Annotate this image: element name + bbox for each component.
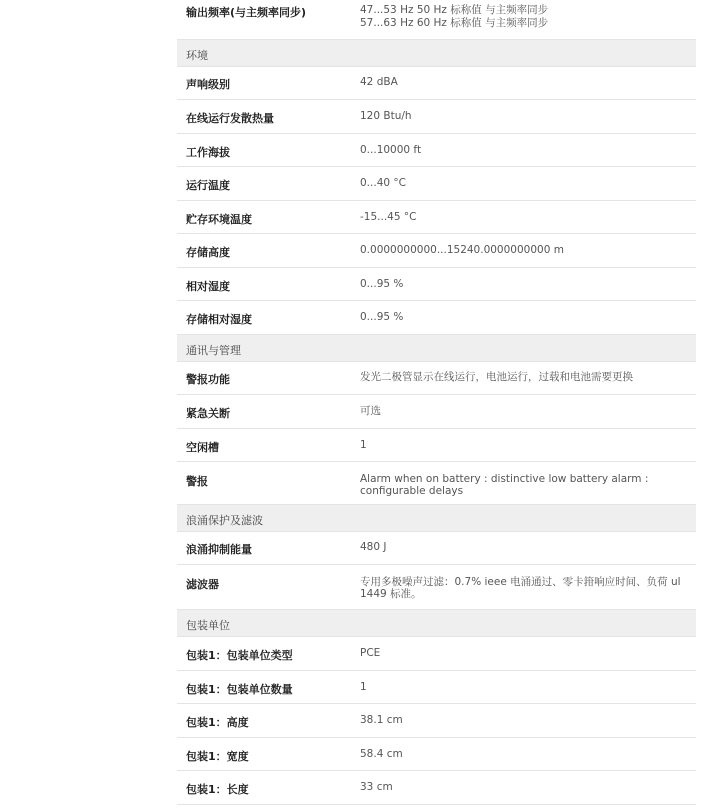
spec-row	[177, 738, 696, 771]
spec-row	[177, 462, 696, 505]
spec-row	[177, 671, 696, 704]
section-title: 浪涌保护及滤波	[186, 514, 263, 527]
spec-value: 0...95 %	[360, 278, 404, 290]
spec-value: 专用多极噪声过滤：0.7% ieee 电涌通过、零卡箝响应时间、负荷 ul 1449 标准。	[360, 576, 681, 600]
spec-value: 57...63 Hz 60 Hz 标称值 与主频率同步	[360, 17, 549, 29]
spec-label: 紧急关断	[186, 407, 230, 420]
spec-label: 在线运行发散热量	[186, 112, 274, 125]
spec-value: 0.0000000000...15240.0000000000 m	[360, 244, 564, 256]
spec-value: 33 cm	[360, 781, 393, 793]
spec-value: 480 J	[360, 541, 387, 553]
spec-label: 空闲槽	[186, 441, 219, 454]
spec-label: 运行温度	[186, 179, 230, 192]
spec-row	[177, 234, 696, 268]
spec-table	[177, 0, 696, 805]
spec-value: -15...45 °C	[360, 211, 417, 223]
spec-row	[177, 362, 696, 395]
spec-value: Alarm when on battery : distinctive low battery alarm : configurable delays	[360, 473, 649, 497]
section-header-environment	[177, 40, 696, 67]
spec-value: 0...40 °C	[360, 177, 406, 189]
spec-row	[177, 429, 696, 462]
spec-row-output-frequency	[177, 0, 696, 40]
spec-row	[177, 67, 696, 100]
spec-value: 38.1 cm	[360, 714, 403, 726]
spec-label: 声响级别	[186, 78, 230, 91]
spec-label: 包装1：包装单位数量	[186, 683, 293, 696]
section-header-surge	[177, 505, 696, 532]
section-title: 环境	[186, 49, 208, 62]
section-title: 包装单位	[186, 619, 230, 632]
spec-value: 120 Btu/h	[360, 110, 412, 122]
spec-label: 贮存环境温度	[186, 213, 252, 226]
spec-label: 包装1：宽度	[186, 750, 249, 763]
spec-label: 工作海拔	[186, 146, 230, 159]
spec-label: 滤波器	[186, 578, 219, 591]
spec-row	[177, 268, 696, 301]
spec-value: 发光二极管显示在线运行，电池运行，过载和电池需要更换	[360, 371, 633, 383]
spec-label: 警报	[186, 475, 208, 488]
spec-row	[177, 301, 696, 335]
spec-label: 警报功能	[186, 373, 230, 386]
spec-row	[177, 532, 696, 565]
spec-label: 相对湿度	[186, 280, 230, 293]
spec-row	[177, 167, 696, 201]
section-header-packaging	[177, 610, 696, 637]
spec-value: 可选	[360, 405, 381, 417]
spec-row	[177, 201, 696, 234]
spec-value: 0...95 %	[360, 311, 404, 323]
spec-value: 0...10000 ft	[360, 144, 422, 156]
spec-row	[177, 704, 696, 738]
spec-value: 1	[360, 439, 367, 451]
spec-value: 1	[360, 681, 367, 693]
spec-label: 包装1：长度	[186, 783, 249, 796]
spec-row	[177, 395, 696, 429]
spec-value: 47...53 Hz 50 Hz 标称值 与主频率同步	[360, 4, 549, 16]
spec-row	[177, 637, 696, 671]
spec-label: 浪涌抑制能量	[186, 543, 252, 556]
spec-row	[177, 134, 696, 167]
spec-label: 包装1：包装单位类型	[186, 649, 293, 662]
spec-row	[177, 565, 696, 610]
spec-value: PCE	[360, 647, 381, 659]
spec-row	[177, 771, 696, 805]
spec-row	[177, 100, 696, 134]
spec-value: 58.4 cm	[360, 748, 403, 760]
spec-label: 包装1：高度	[186, 716, 249, 729]
spec-label: 存储相对湿度	[186, 313, 252, 326]
spec-label: 存储高度	[186, 246, 230, 259]
spec-value: 42 dBA	[360, 76, 398, 88]
spec-label: 输出频率(与主频率同步)	[186, 6, 307, 19]
section-header-communication	[177, 335, 696, 362]
section-title: 通讯与管理	[186, 344, 241, 357]
